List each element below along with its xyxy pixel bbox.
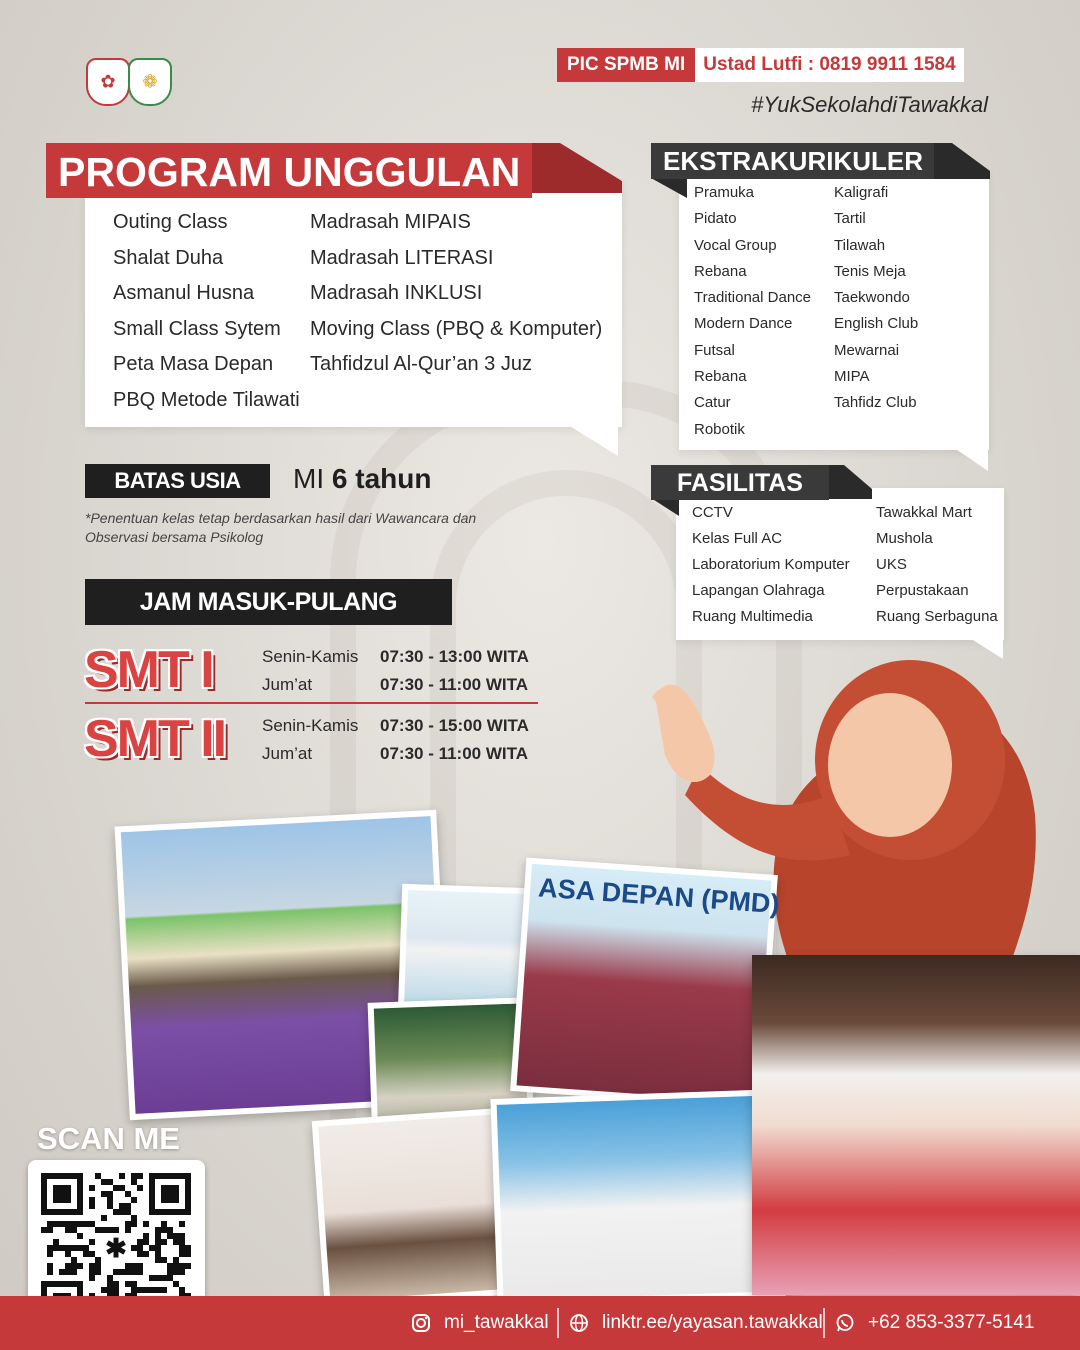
pic-value: Ustad Lutfi : 0819 9911 1584 bbox=[695, 48, 963, 82]
program-item: Madrasah LITERASI bbox=[310, 246, 494, 269]
fasilitas-item: Kelas Full AC bbox=[692, 530, 783, 547]
scan-me-label: SCAN ME bbox=[37, 1121, 180, 1156]
footer-whatsapp[interactable] bbox=[834, 1296, 1034, 1350]
smt1-time-2: 07:30 - 11:00 WITA bbox=[380, 675, 529, 694]
fasilitas-item: Mushola bbox=[876, 530, 933, 547]
batas-usia-prefix: MI bbox=[293, 463, 325, 494]
ekstra-item: Pidato bbox=[694, 210, 737, 228]
fasilitas-item: CCTV bbox=[692, 504, 733, 521]
ekstra-column-1 bbox=[694, 184, 811, 447]
globe-icon bbox=[568, 1312, 590, 1334]
ekstra-item: MIPA bbox=[834, 368, 870, 386]
fasilitas-title-ribbon bbox=[826, 465, 876, 499]
ekstra-item: Pramuka bbox=[694, 184, 755, 201]
footer-divider bbox=[557, 1308, 559, 1338]
ekstra-item: Mewarnai bbox=[834, 341, 900, 359]
ekstra-item: Kaligrafi bbox=[834, 184, 889, 201]
footer-bar bbox=[0, 1296, 1080, 1350]
ekstra-item: Rebana bbox=[694, 368, 747, 386]
batas-usia-value bbox=[293, 463, 431, 495]
ekstra-title-tail bbox=[651, 178, 691, 200]
program-title-ribbon bbox=[530, 143, 625, 193]
fasilitas-title-tail bbox=[651, 498, 681, 518]
hashtag: #YukSekolahdiTawakkal bbox=[751, 92, 988, 117]
program-item: Shalat Duha bbox=[113, 246, 224, 269]
ekstra-item: English Club bbox=[834, 315, 919, 333]
fasilitas-item: Laboratorium Komputer bbox=[692, 556, 850, 573]
program-column-2 bbox=[310, 208, 602, 386]
photo-classroom bbox=[490, 1089, 785, 1307]
smt2-label: SMT II bbox=[84, 710, 226, 768]
smt2-day-2: Jum’at bbox=[262, 744, 313, 763]
ekstra-item: Vocal Group bbox=[694, 236, 777, 254]
ekstra-card-tail bbox=[950, 445, 990, 475]
pmd-banner-text: ASA DEPAN (PMD) bbox=[537, 872, 781, 920]
instagram-icon bbox=[410, 1312, 432, 1334]
photo-student-speech bbox=[312, 1107, 523, 1307]
smt1-day-2: Jum’at bbox=[262, 675, 313, 694]
ekstra-column-2 bbox=[834, 184, 918, 421]
fasilitas-item: Tawakkal Mart bbox=[876, 504, 972, 521]
smt1-day-1: Senin-Kamis bbox=[262, 647, 359, 666]
batas-usia-note: *Penentuan kelas tetap berdasarkan hasil dari Wawancara dan Observasi bersama Psikolog bbox=[85, 510, 477, 545]
fasilitas-item: UKS bbox=[876, 556, 907, 573]
photo-award-winners bbox=[752, 955, 1080, 1295]
program-item: Tahfidzul Al-Qur’an 3 Juz bbox=[310, 353, 532, 375]
smt2-time-1: 07:30 - 15:00 WITA bbox=[380, 716, 529, 735]
smt2-day-1: Senin-Kamis bbox=[262, 716, 359, 735]
pic-contact bbox=[557, 48, 964, 82]
ekstra-item: Taekwondo bbox=[834, 289, 910, 307]
instagram-handle: mi_tawakkal bbox=[444, 1312, 549, 1333]
footer-link[interactable] bbox=[568, 1296, 823, 1350]
program-item: Moving Class (PBQ & Komputer) bbox=[310, 317, 603, 340]
ekstra-item: Tenis Meja bbox=[834, 262, 906, 280]
fasilitas-column-2 bbox=[876, 504, 998, 634]
program-item: Peta Masa Depan bbox=[113, 353, 274, 375]
smt1-time-1: 07:30 - 13:00 WITA bbox=[380, 647, 529, 666]
program-item: Asmanul Husna bbox=[113, 282, 255, 304]
smt2-time-2: 07:30 - 11:00 WITA bbox=[380, 744, 529, 763]
jam-masuk-pulang-label: JAM MASUK-PULANG bbox=[85, 579, 452, 625]
whatsapp-number: +62 853-3377-5141 bbox=[868, 1312, 1035, 1333]
program-column-1 bbox=[113, 208, 300, 421]
logo-yayasan: ✿ bbox=[86, 58, 130, 106]
ekstra-item: Rebana bbox=[694, 262, 747, 280]
program-item: PBQ Metode Tilawati bbox=[113, 388, 300, 411]
ekstra-item: Modern Dance bbox=[694, 315, 793, 333]
batas-usia-label: BATAS USIA bbox=[85, 464, 270, 498]
ekstra-item: Futsal bbox=[694, 341, 735, 359]
program-title: PROGRAM UNGGULAN bbox=[46, 143, 532, 198]
ekstra-item: Traditional Dance bbox=[694, 289, 812, 307]
program-card-tail bbox=[560, 420, 620, 460]
ekstra-title: EKSTRAKURIKULER bbox=[651, 143, 934, 179]
fasilitas-item: Ruang Multimedia bbox=[692, 608, 813, 625]
ekstra-item: Robotik bbox=[694, 420, 745, 438]
semester-divider bbox=[85, 702, 538, 704]
program-item: Outing Class bbox=[113, 211, 228, 233]
footer-divider bbox=[823, 1308, 825, 1338]
linktree-url: linktr.ee/yayasan.tawakkal bbox=[602, 1312, 823, 1333]
ekstra-item: Catur bbox=[694, 394, 731, 412]
pic-label: PIC SPMB MI bbox=[557, 48, 695, 82]
logo-madrasah: ❁ bbox=[128, 58, 172, 106]
program-item: Madrasah MIPAIS bbox=[310, 211, 471, 233]
photo-pmd-students bbox=[510, 857, 781, 1108]
whatsapp-icon bbox=[834, 1312, 856, 1334]
fasilitas-item: Perpustakaan bbox=[876, 582, 969, 599]
footer-instagram[interactable] bbox=[410, 1296, 549, 1350]
program-item: Small Class Sytem bbox=[113, 317, 281, 340]
fasilitas-title: FASILITAS bbox=[651, 465, 829, 500]
batas-usia-years: 6 tahun bbox=[331, 463, 432, 494]
fasilitas-item: Lapangan Olahraga bbox=[692, 582, 825, 599]
ekstra-item: Tartil bbox=[834, 210, 866, 228]
fasilitas-column-1 bbox=[692, 504, 850, 634]
fasilitas-item: Ruang Serbaguna bbox=[876, 608, 998, 625]
smt1-label: SMT I bbox=[84, 641, 213, 699]
ekstra-item: Tilawah bbox=[834, 236, 886, 254]
program-item: Madrasah INKLUSI bbox=[310, 282, 483, 304]
ekstra-item: Tahfidz Club bbox=[834, 394, 917, 412]
svg-text:✱: ✱ bbox=[105, 1233, 127, 1263]
ekstra-title-ribbon bbox=[930, 143, 992, 179]
